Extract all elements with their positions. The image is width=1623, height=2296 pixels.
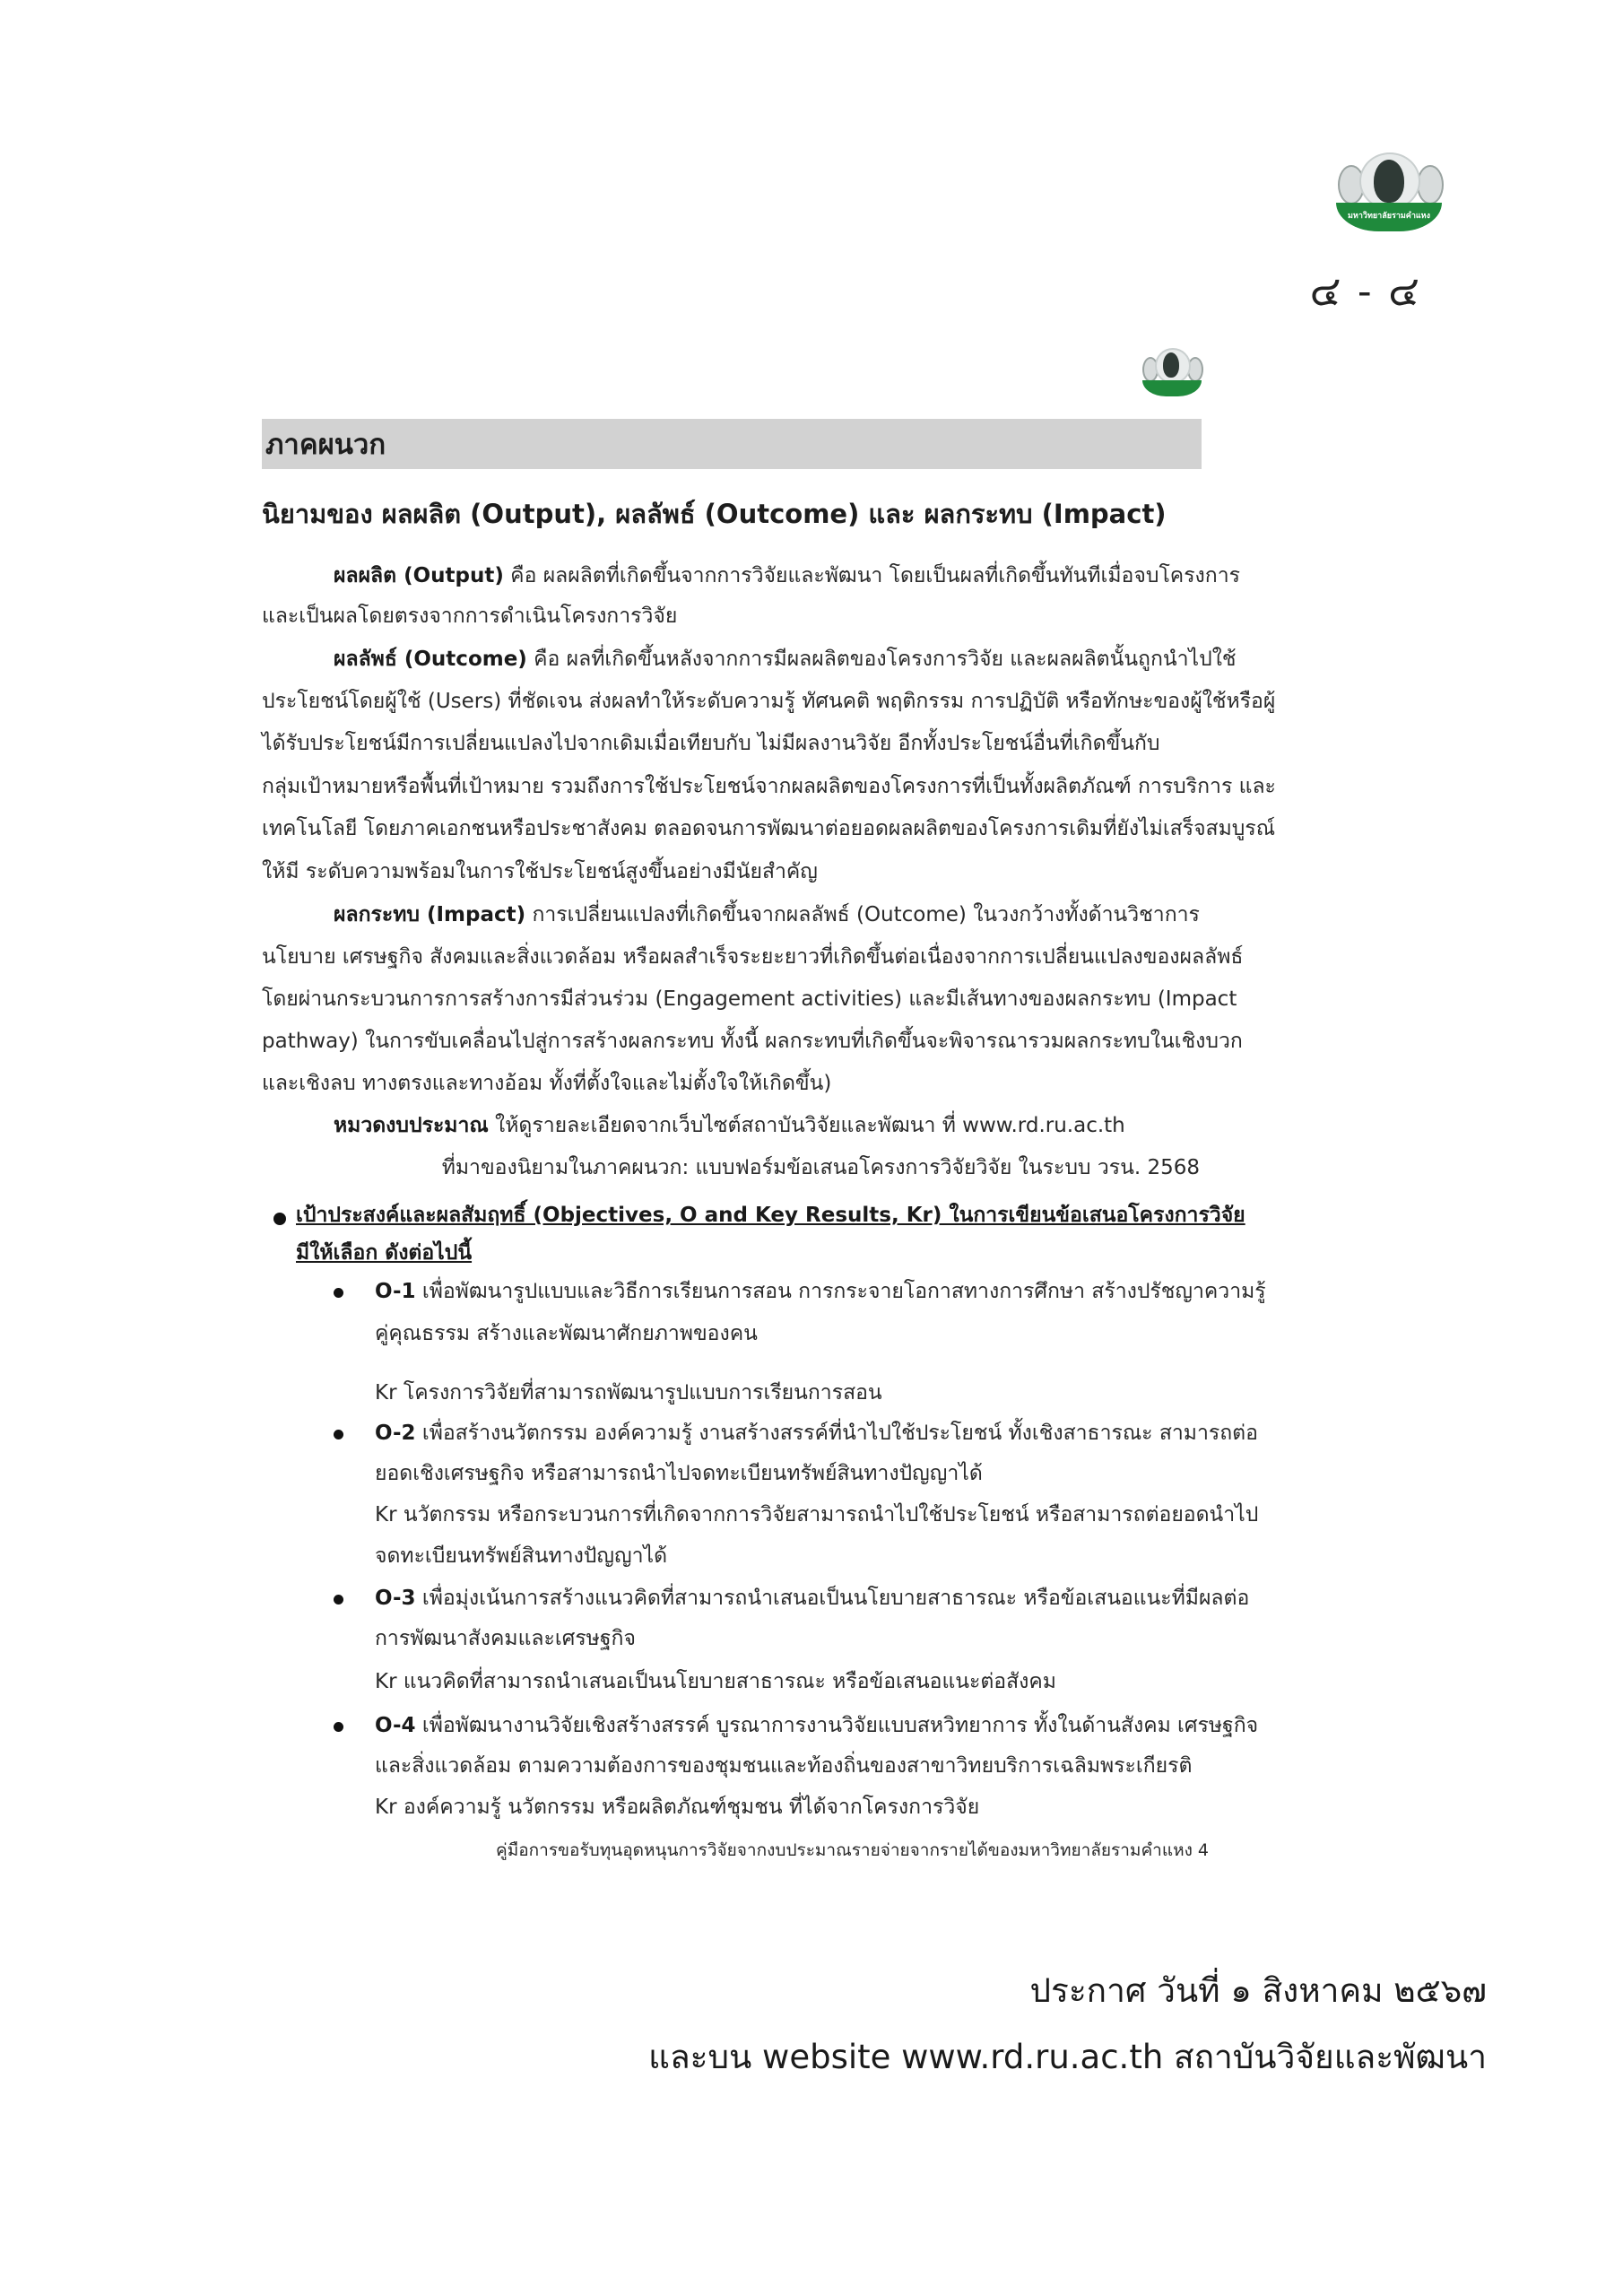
objective-line: ยอดเชิงเศรษฐกิจ หรือสามารถนำไปจดทะเบียนทรัพย์สินทางปัญญาได้ — [375, 1462, 983, 1485]
okr-heading-line — [296, 1200, 1245, 1231]
outcome-term: ผลลัพธ์ (Outcome) — [334, 648, 527, 671]
announcement-date: ประกาศ วันที่ ๑ สิงหาคม ๒๕๖๗ — [1029, 1971, 1487, 2010]
okr-heading-text: เป้าประสงค์และผลสัมฤทธิ์ (Objectives, O and Key Results, Kr) ในการเขียนข้อเสนอโครงการวิจัย — [296, 1204, 1245, 1227]
kr-label: Kr — [375, 1381, 397, 1405]
emblem-ribbon — [1142, 380, 1202, 396]
objective-line: คู่คุณธรรม สร้างและพัฒนาศักยภาพของคน — [375, 1322, 758, 1345]
key-result-line — [375, 1666, 1056, 1697]
objective-line — [375, 1276, 1266, 1307]
objective-line: และสิ่งแวดล้อม ตามความต้องการของชุมชนและท้องถิ่นของสาขาวิทยบริการเฉลิมพระเกียรติ — [375, 1754, 1193, 1778]
output-text: คือ ผลผลิตที่เกิดขึ้นจากการวิจัยและพัฒนา โดยเป็นผลที่เกิดขึ้นทันทีเมื่อจบโครงการ — [503, 564, 1240, 587]
budget-term: หมวดงบประมาณ — [334, 1114, 489, 1137]
objective-code: O-2 — [375, 1422, 416, 1445]
impact-paragraph-line — [334, 900, 1200, 930]
outcome-paragraph-line: ได้รับประโยชน์มีการเปลี่ยนแปลงไปจากเดิมเมื่อเทียบกับ ไม่มีผลงานวิจัย อีกทั้งประโยชน์อื่นที่เกิดขึ้นกับ — [262, 732, 1160, 755]
objective-text: เพื่อพัฒนารูปแบบและวิธีการเรียนการสอน การกระจายโอกาสทางการศึกษา สร้างปรัชญาความรู้ — [415, 1280, 1266, 1303]
objective-line: การพัฒนาสังคมและเศรษฐกิจ — [375, 1627, 636, 1650]
objective-text: เพื่อพัฒนางานวิจัยเชิงสร้างสรรค์ บูรณาการงานวิจัยแบบสหวิทยาการ ทั้งในด้านสังคม เศรษฐกิจ — [415, 1714, 1259, 1737]
emblem-figure — [1163, 352, 1179, 378]
appendix-heading: ภาคผนวก — [265, 429, 386, 461]
announcement-website: และบน website www.rd.ru.ac.th สถาบันวิจัยและพัฒนา — [648, 2038, 1487, 2076]
kr-text: แนวคิดที่สามารถนำเสนอเป็นนโยบายสาธารณะ หรือข้อเสนอแนะต่อสังคม — [396, 1670, 1056, 1693]
objective-line — [375, 1710, 1258, 1741]
objective-code: O-1 — [375, 1280, 416, 1303]
university-emblem-small — [1141, 348, 1203, 404]
emblem-figure — [1374, 160, 1404, 203]
key-result-line — [375, 1378, 882, 1408]
kr-text: นวัตกรรม หรือกระบวนการที่เกิดจากการวิจัยสามารถนำไปใช้ประโยชน์ หรือสามารถต่อยอดนำไป — [396, 1503, 1259, 1526]
kr-label: Kr — [375, 1503, 397, 1526]
outcome-text: คือ ผลที่เกิดขึ้นหลังจากการมีผลผลิตของโครงการวิจัย และผลผลิตนั้นถูกนำไปใช้ — [526, 648, 1237, 671]
outcome-paragraph-line: ประโยชน์โดยผู้ใช้ (Users) ที่ชัดเจน ส่งผลทำให้ระดับความรู้ ทัศนคติ พฤติกรรม การปฏิบัติ หรือทักษะของผู้ใช้หรือผู้ — [262, 690, 1276, 713]
objective-text: เพื่อสร้างนวัตกรรม องค์ความรู้ งานสร้างสรรค์ที่นำไปใช้ประโยชน์ ทั้งเชิงสาธารณะ สามารถต่อ — [415, 1422, 1258, 1445]
outcome-paragraph-line: ให้มี ระดับความพร้อมในการใช้ประโยชน์สูงขึ้นอย่างมีนัยสำคัญ — [262, 860, 818, 883]
bullet-icon — [334, 1430, 343, 1439]
impact-paragraph-line: และเชิงลบ ทางตรงและทางอ้อม ทั้งที่ตั้งใจและไม่ตั้งใจให้เกิดขึ้น) — [262, 1072, 832, 1095]
impact-paragraph-line: นโยบาย เศรษฐกิจ สังคมและสิ่งแวดล้อม หรือผลสำเร็จระยะยาวที่เกิดขึ้นต่อเนื่องจากการเปลี่ยนแปลงของผลลัพธ์ — [262, 945, 1244, 969]
outcome-paragraph-line: กลุ่มเป้าหมายหรือพื้นที่เป้าหมาย รวมถึงการใช้ประโยชน์จากผลผลิตของโครงการที่เป็นทั้งผลิตภัณฑ์ การบริการ และ — [262, 775, 1276, 798]
objective-line — [375, 1418, 1258, 1448]
kr-text: องค์ความรู้ นวัตกรรม หรือผลิตภัณฑ์ชุมชน ที่ได้จากโครงการวิจัย — [396, 1796, 980, 1819]
output-paragraph-line: และเป็นผลโดยตรงจากการดำเนินโครงการวิจัย — [262, 604, 678, 628]
emblem-ribbon-text: มหาวิทยาลัยรามคำแหง — [1347, 212, 1431, 221]
key-result-line — [375, 1792, 979, 1822]
outcome-paragraph-line: เทคโนโลยี โดยภาคเอกชนหรือประชาสังคม ตลอดจนการพัฒนาต่อยอดผลผลิตของโครงการเดิมที่ยังไม่เสร็จสมบูรณ์ — [262, 817, 1276, 840]
okr-heading-text: มีให้เลือก ดังต่อไปนี้ — [296, 1241, 473, 1265]
bullet-icon — [334, 1595, 343, 1605]
impact-paragraph-line: โดยผ่านกระบวนการการสร้างการมีส่วนร่วม (Engagement activities) และมีเส้นทางของผลกระทบ (Impact — [262, 987, 1237, 1011]
emblem-right-lamp — [1417, 165, 1444, 204]
bullet-icon — [334, 1288, 343, 1298]
key-result-line: จดทะเบียนทรัพย์สินทางปัญญาได้ — [375, 1544, 668, 1568]
impact-text: การเปลี่ยนแปลงที่เกิดขึ้นจากผลลัพธ์ (Outcome) ในวงกว้างทั้งด้านวิชาการ — [525, 903, 1200, 926]
outcome-paragraph-line — [334, 644, 1237, 674]
kr-label: Kr — [375, 1796, 397, 1819]
university-emblem-large — [1334, 151, 1444, 240]
objective-text: เพื่อมุ่งเน้นการสร้างแนวคิดที่สามารถนำเสนอเป็นนโยบายสาธารณะ หรือข้อเสนอแนะที่มีผลต่อ — [415, 1587, 1250, 1610]
output-term: ผลผลิต (Output) — [334, 564, 504, 587]
bullet-icon — [273, 1213, 286, 1225]
okr-heading-line — [296, 1238, 472, 1268]
objective-code: O-3 — [375, 1587, 416, 1610]
budget-text: ให้ดูรายละเอียดจากเว็บไซต์สถาบันวิจัยและพัฒนา ที่ www.rd.ru.ac.th — [488, 1114, 1125, 1137]
appendix-header-band — [262, 419, 1202, 469]
emblem-ribbon — [1336, 203, 1442, 231]
output-paragraph-line — [334, 561, 1240, 591]
budget-line — [334, 1110, 1125, 1141]
kr-label: Kr — [375, 1670, 397, 1693]
page-number: ๔ - ๔ — [1309, 266, 1421, 315]
definitions-title: นิยามของ ผลผลิต (Output), ผลลัพธ์ (Outcome) และ ผลกระทบ (Impact) — [262, 499, 1167, 529]
impact-paragraph-line: pathway) ในการขับเคลื่อนไปสู่การสร้างผลกระทบ ทั้งนี้ ผลกระทบที่เกิดขึ้นจะพิจารณารวมผลกระทบในเชิงบวก — [262, 1030, 1243, 1053]
key-result-line — [375, 1500, 1258, 1530]
inner-page-footer: คู่มือการขอรับทุนอุดหนุนการวิจัยจากงบประมาณรายจ่ายจากรายได้ของมหาวิทยาลัยรามคำแหง 4 — [496, 1840, 1209, 1860]
bullet-icon — [334, 1722, 343, 1732]
kr-text: โครงการวิจัยที่สามารถพัฒนารูปแบบการเรียนการสอน — [396, 1381, 882, 1405]
objective-code: O-4 — [375, 1714, 416, 1737]
source-note: ที่มาของนิยามในภาคผนวก: แบบฟอร์มข้อเสนอโครงการวิจัยวิจัย ในระบบ วรน. 2568 — [441, 1156, 1200, 1179]
objective-line — [375, 1583, 1249, 1613]
impact-term: ผลกระทบ (Impact) — [334, 903, 526, 926]
